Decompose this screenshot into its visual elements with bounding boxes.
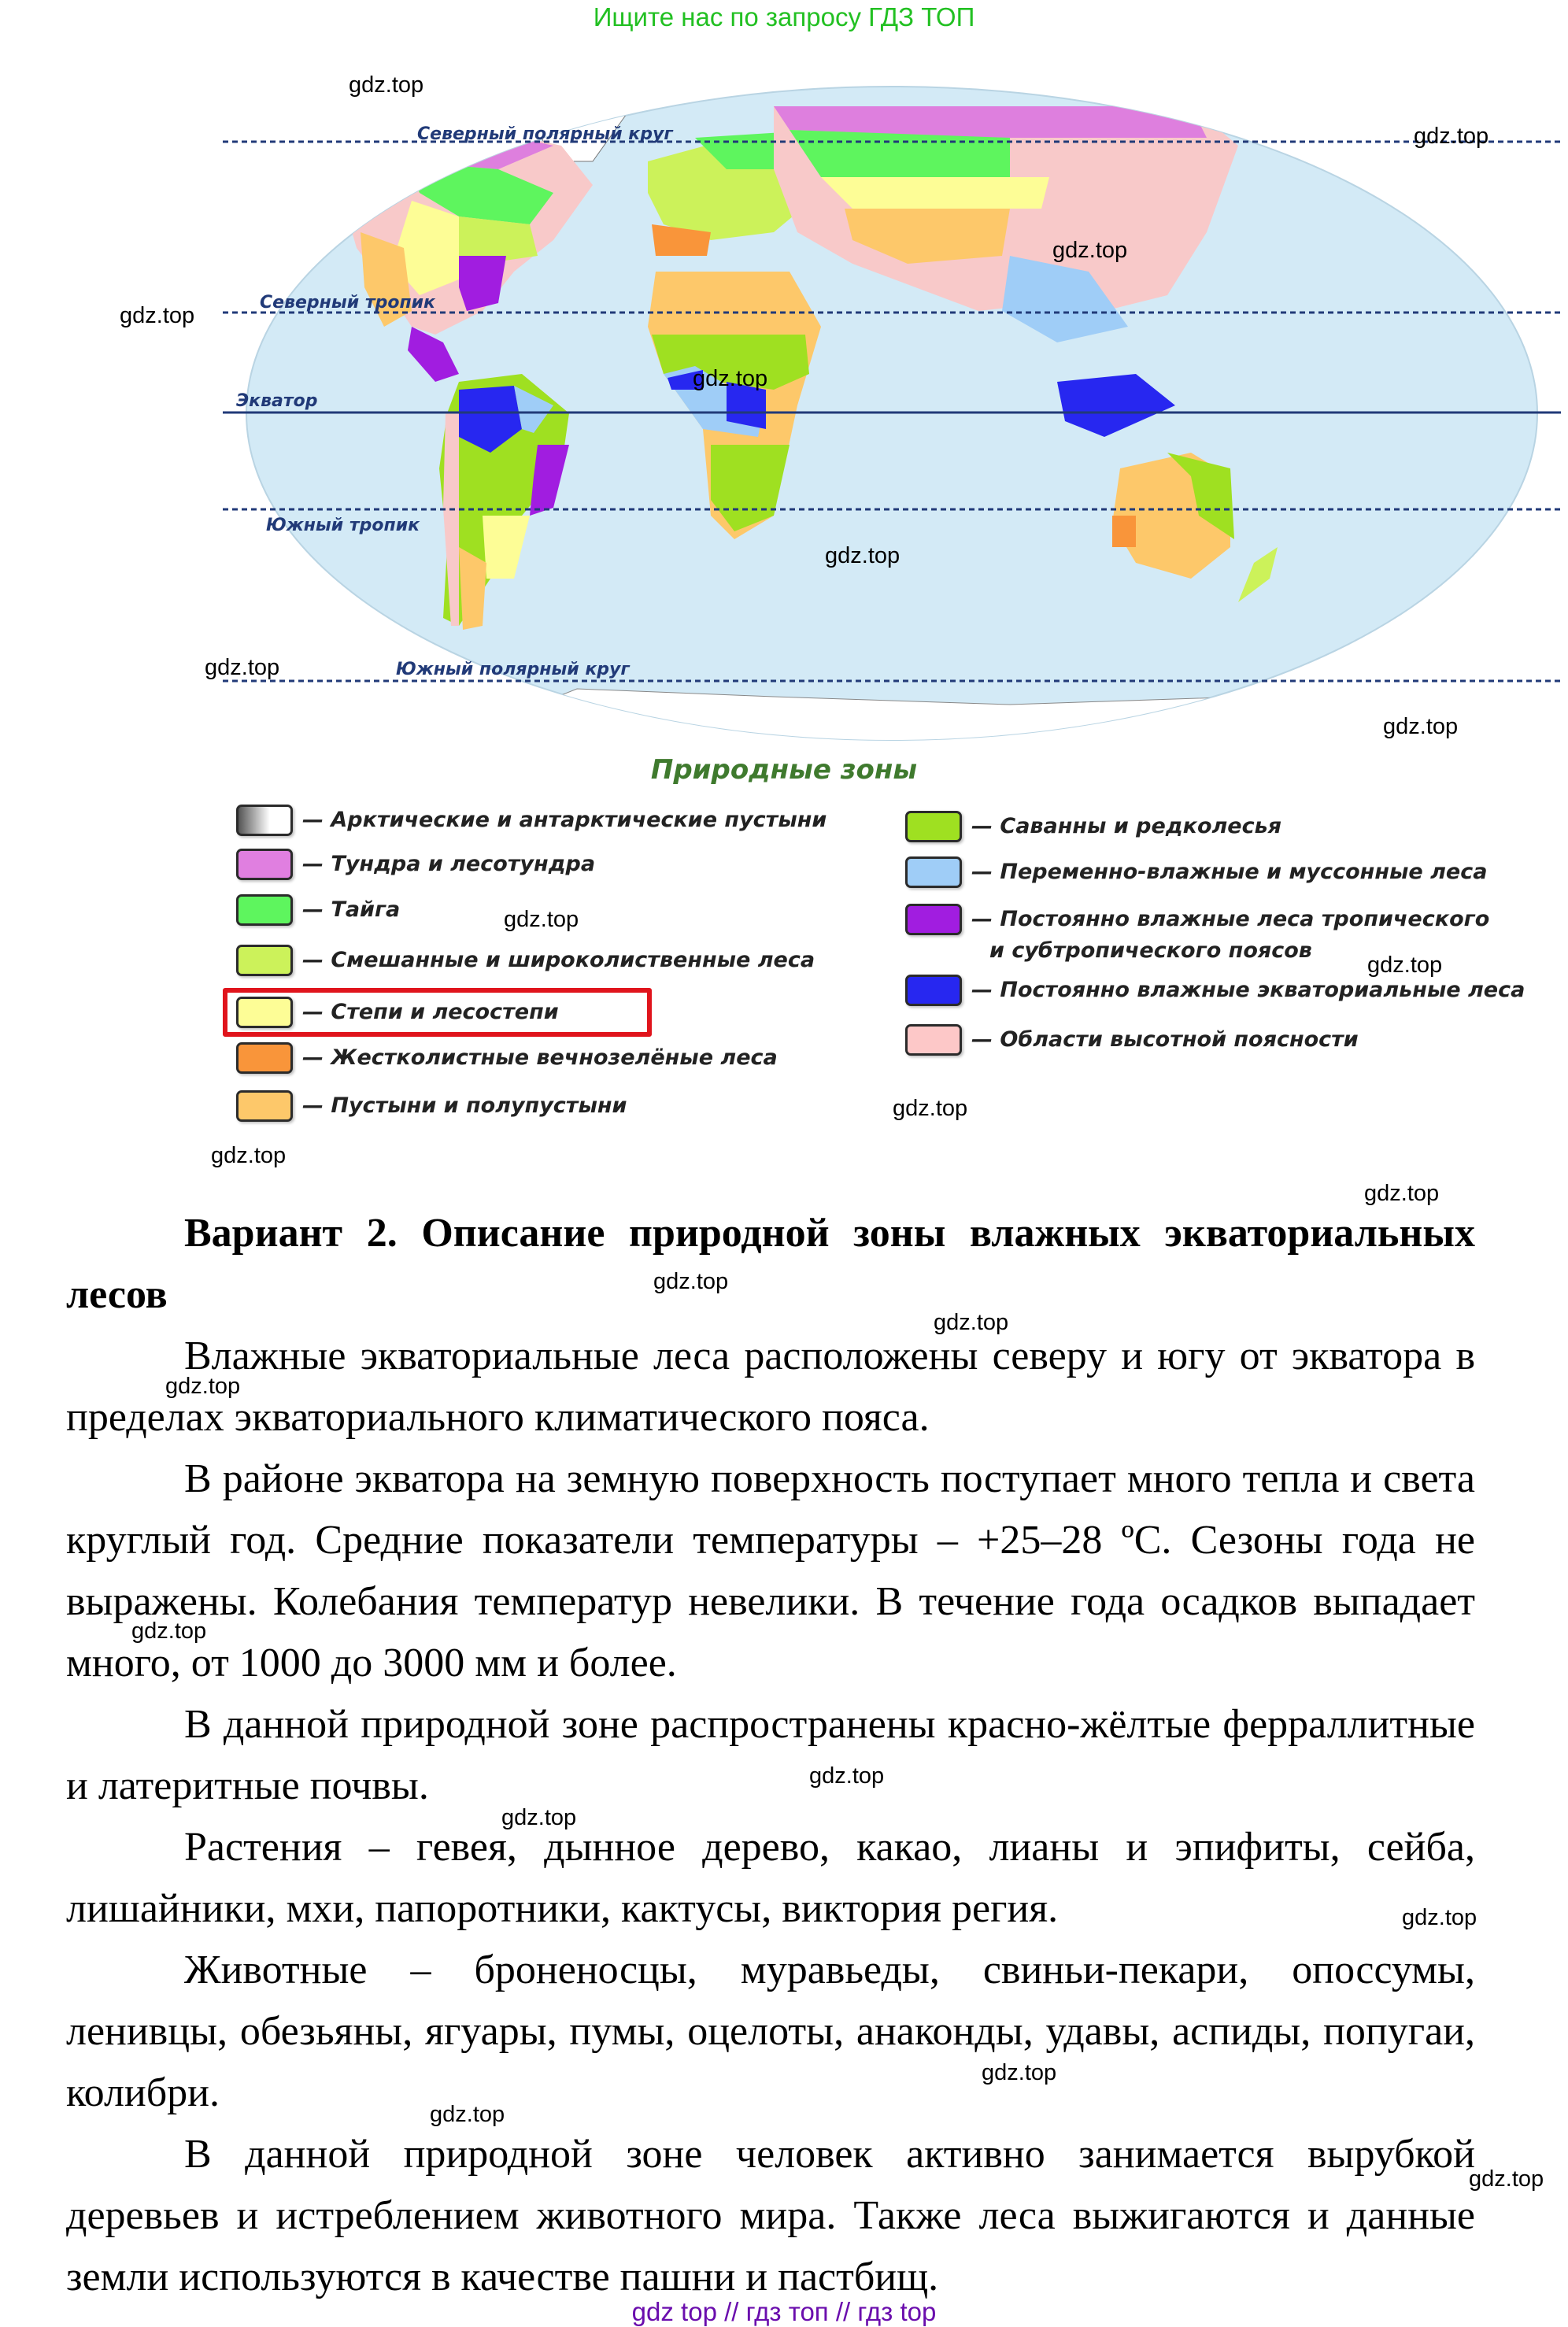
search-banner: Ищите нас по запросу ГДЗ ТОП [593,2,975,31]
legend-title: Природные зоны [650,754,918,786]
swatch-tundra [236,849,293,880]
legend-label: — Постоянно влажные леса тропического [971,907,1490,931]
watermark: gdz.top [653,1269,729,1294]
watermark: gdz.top [501,1805,577,1830]
legend-item-deserts [236,1090,627,1122]
watermark: gdz.top [165,1374,241,1399]
legend-label: — Области высотной поясности [971,1027,1359,1052]
swatch-equatorial-forests [905,975,962,1006]
legend-item-taiga [236,894,400,926]
legend-label: — Тайга [302,897,401,922]
swatch-hard-leaved-forests [236,1042,293,1074]
equator-label: Экватор [236,391,318,411]
watermark: gdz.top [504,907,579,932]
footer-links: gdz top // гдз топ // гдз top [631,2297,937,2326]
swatch-deserts [236,1090,293,1122]
section-heading: Вариант 2. Описание природной зоны влажных экваториальных лесов [66,1211,1475,1317]
legend-item-altitudinal-zones [905,1024,1359,1056]
swatch-mixed-forests [236,945,293,976]
legend-label: — Переменно-влажные и муссонные леса [971,860,1488,884]
swatch-savannas [905,811,962,842]
document-body [66,1203,1475,2308]
paragraph-animals: Животные – броненосцы, муравьеды, свиньи-пекари, опоссумы, ленивцы, обезьяны, ягуары, пумы, оцелоты, анаконды, удавы, аспиды, попугаи, колибри. [66,1948,1475,2115]
watermark: gdz.top [349,72,424,98]
legend-item-tundra [236,849,595,880]
watermark: gdz.top [1402,1905,1477,1930]
watermark: gdz.top [1414,124,1489,149]
legend-item-savannas [905,811,1281,842]
paragraph-climate: В районе экватора на земную поверхность поступает много тепла и света круглый год. Средние показатели температуры – +25–28 ºС. Сезоны года не выражены. Колебания температур невелики. В течение года осадков выпадает много, от 1000 до 3000 мм и более. [66,1456,1475,1685]
legend-label: — Саванны и редколесья [971,814,1282,838]
legend-label: — Смешанные и широколиственные леса [302,948,815,972]
watermark: gdz.top [430,2102,505,2127]
antarctic-circle-label: Южный полярный круг [396,660,630,679]
legend-item-mixed-forests [236,945,815,976]
watermark: gdz.top [893,1096,968,1121]
legend-label: — Арктические и антарктические пустыни [302,808,827,832]
swatch-taiga [236,894,293,926]
watermark: gdz.top [934,1310,1009,1335]
tropic-south-label: Южный тропик [266,516,420,535]
swatch-tropical-wet-forests [905,904,962,935]
swatch-monsoon-forests [905,856,962,888]
legend-item-arctic-deserts [236,805,827,836]
paragraph-location: Влажные экваториальные леса расположены северу и югу от экватора в пределах экваториального климатического пояса. [66,1334,1475,1440]
watermark: gdz.top [205,655,280,680]
paragraph-human-impact: В данной природной зоне человек активно занимается вырубкой деревьев и истреблением животного мира. Также леса выжигаются и данные земли используются в качестве пашни и пастбищ. [66,2132,1475,2299]
swatch-arctic-deserts [236,805,293,836]
legend-item-equatorial-forests [905,975,1525,1006]
arctic-circle-label: Северный полярный круг [417,124,673,144]
highlight-steppes-box [223,988,652,1037]
watermark: gdz.top [825,543,900,568]
tropic-north-label: Северный тропик [260,293,435,313]
watermark: gdz.top [982,2060,1057,2085]
natural-zones-map [223,75,1561,752]
watermark: gdz.top [809,1763,885,1789]
watermark: gdz.top [1052,238,1128,263]
paragraph-soils: В данной природной зоне распространены красно-жёлтые ферраллитные и латеритные почвы. [66,1702,1475,1808]
watermark: gdz.top [693,366,768,391]
legend-label: — Жестколистные вечнозелёные леса [302,1045,778,1070]
watermark: gdz.top [131,1619,207,1644]
legend-label: — Пустыни и полупустыни [302,1093,627,1118]
world-map-graphic [223,75,1561,752]
paragraph-plants: Растения – гевея, дынное дерево, какао, лианы и эпифиты, сейба, лишайники, мхи, папоротники, кактусы, виктория регия. [66,1825,1475,1931]
watermark: gdz.top [1367,953,1443,978]
watermark: gdz.top [120,303,195,328]
legend-label: — Постоянно влажные экваториальные леса [971,978,1525,1002]
legend-label: — Степи и лесостепи [302,1000,559,1024]
legend-item-monsoon-forests [905,856,1487,888]
watermark: gdz.top [1469,2166,1544,2192]
swatch-altitudinal-zones [905,1024,962,1056]
watermark: gdz.top [211,1143,287,1168]
watermark: gdz.top [1364,1181,1440,1206]
legend-item-hard-leaved-forests [236,1042,778,1074]
legend-label-continued: и субтропического поясов [989,938,1312,963]
watermark: gdz.top [1383,714,1459,739]
legend-label: — Тундра и лесотундра [302,852,596,876]
